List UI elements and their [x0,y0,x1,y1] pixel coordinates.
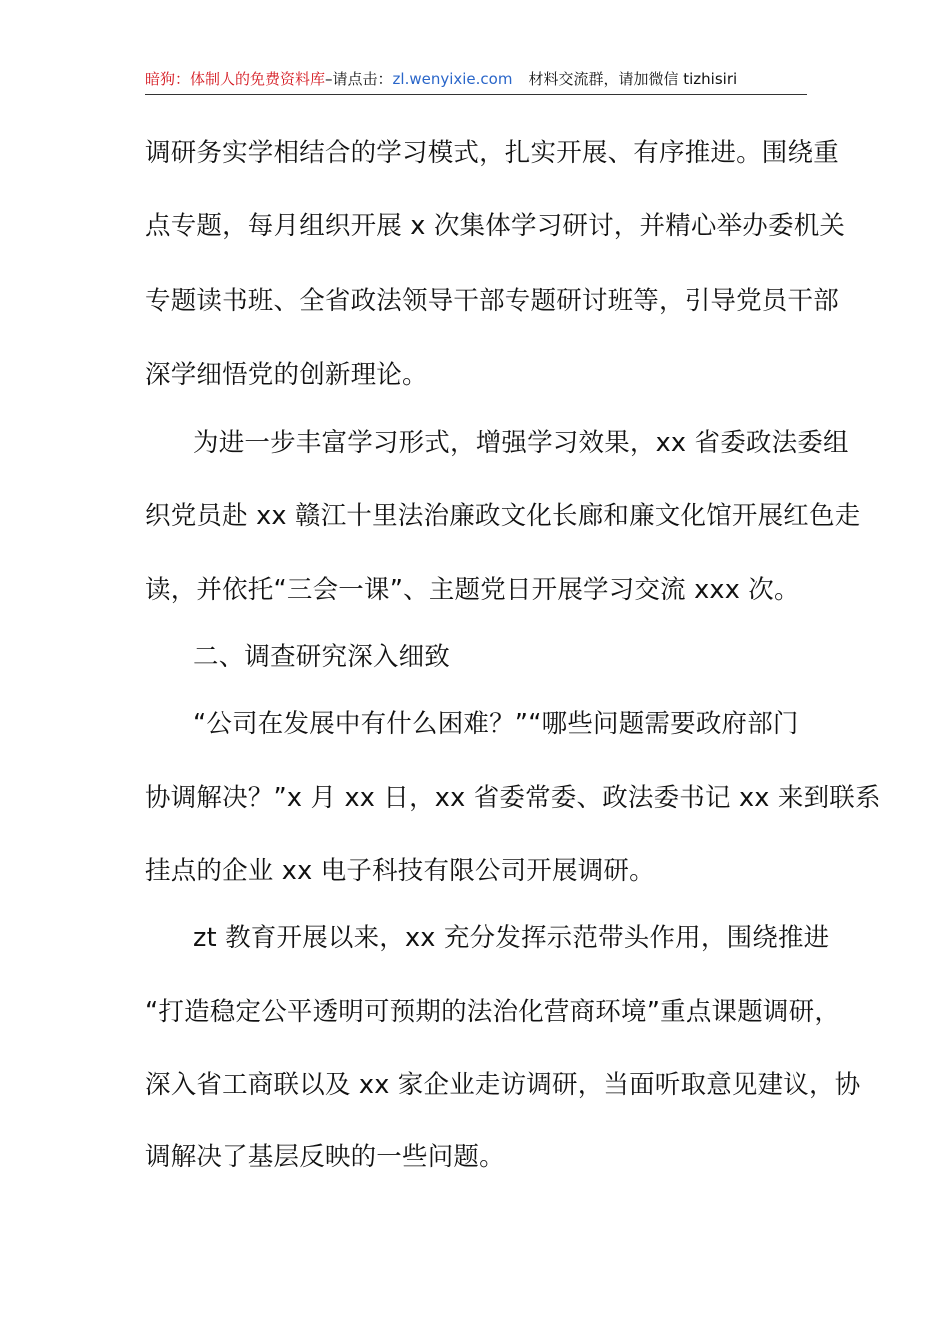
header-link[interactable]: zl.wenyixie.com [392,70,513,88]
body-line: 调研务实学相结合的学习模式，扎实开展、有序推进。围绕重 [145,138,839,168]
page-header [145,68,807,95]
body-line: zt 教育开展以来，xx 充分发挥示范带头作用，围绕推进 [193,923,830,953]
body-line: 织党员赴 xx 赣江十里法治廉政文化长廊和廉文化馆开展红色走 [145,501,861,531]
body-line: 为进一步丰富学习形式，增强学习效果，xx 省委政法委组 [193,428,849,458]
header-group-info: 材料交流群，请加微信 tizhisiri [528,70,738,88]
body-line: 点专题，每月组织开展 x 次集体学习研讨，并精心举办委机关 [145,211,846,241]
header-click-prompt: –请点击： [325,70,393,88]
body-line: 专题读书班、全省政法领导干部专题研讨班等，引导党员干部 [145,286,839,316]
body-line: “公司在发展中有什么困难？”“哪些问题需要政府部门 [193,709,799,739]
body-line: 调解决了基层反映的一些问题。 [145,1142,505,1172]
body-line: 深入省工商联以及 xx 家企业走访调研，当面听取意见建议，协 [145,1070,861,1100]
body-line: 深学细悟党的创新理论。 [145,360,428,390]
body-line: 挂点的企业 xx 电子科技有限公司开展调研。 [145,856,655,886]
body-line: 读，并依托“三会一课”、主题党日开展学习交流 xxx 次。 [145,575,800,605]
body-line: 协调解决？”x 月 xx 日，xx 省委常委、政法委书记 xx 来到联系 [145,783,881,813]
header-brand: 暗狗：体制人的免费资料库 [145,70,326,88]
body-line: “打造稳定公平透明可预期的法治化营商环境”重点课题调研， [145,997,841,1027]
section-heading: 二、调查研究深入细致 [193,642,451,672]
